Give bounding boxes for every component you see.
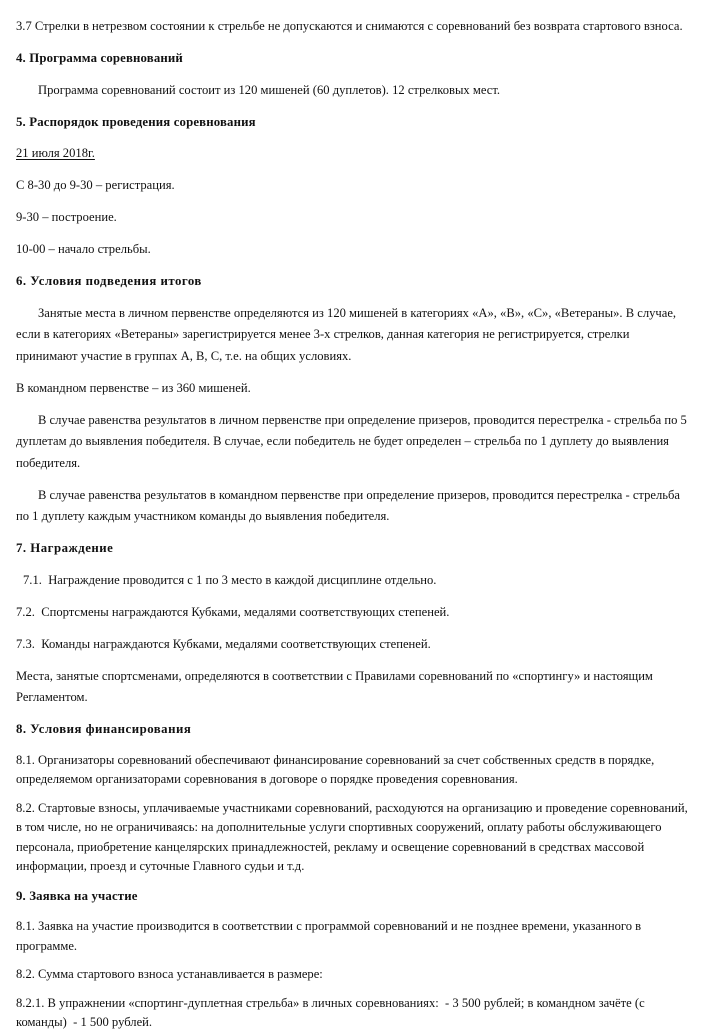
heading-section-7: 7. Награждение	[16, 541, 114, 555]
paragraph-section-5-date	[16, 143, 690, 165]
paragraph-clause-9-8-1: 8.1. Заявка на участие производится в соответствии с программой соревнований и не позднее времени, указанного в программе.	[16, 919, 642, 953]
paragraph-spacer	[16, 790, 690, 799]
paragraph-section-6-p4: В случае равенства результатов в командном первенстве при определение призеров, проводится перестрелка - стрельба по 1 дуплету каждым участником команды до выявления победителя.	[16, 487, 680, 523]
paragraph-section-6-p3: В случае равенства результатов в личном первенстве при определение призеров, проводится перестрелка - стрельба по 5 дуплетам до выявления победителя. В случае, если победитель не будет определен – стрельба по 1 дуплету до выявления победителя.	[16, 412, 687, 470]
paragraph-clause-9-8-2-1: 8.2.1. В упражнении «спортинг-дуплетная стрельба» в личных соревнованиях: - 3 500 рублей; в командном зачёте (с команды) - 1 500 рублей.	[16, 995, 648, 1029]
paragraph-spacer	[16, 985, 690, 994]
paragraph-schedule-registration: С 8-30 до 9-30 – регистрация.	[16, 178, 175, 192]
heading-section-8: 8. Условия финансирования	[16, 722, 192, 736]
paragraph-spacer	[16, 877, 690, 886]
paragraph-spacer	[16, 956, 690, 965]
paragraph-section-6-p1: Занятые места в личном первенстве определяются из 120 мишеней в категориях «А», «В», «С», «Ветераны». В случае, если в категориях «Ветераны» зарегистрируется менее 3-х стрелков, данная категория не регистрируется, стрелки принимают участие в группах А, В, С, т.е. на общих условиях.	[16, 305, 677, 363]
paragraph-clause-8-1: 8.1. Организаторы соревнований обеспечивают финансирование соревнований за счет собственных средств в порядке, определяемом организаторами соревнования в договоре о порядке проведения соревнования.	[16, 752, 655, 786]
paragraph-clause-7-3: 7.3. Команды награждаются Кубками, медалями соответствующих степеней.	[16, 636, 431, 651]
heading-section-5: 5. Распорядок проведения соревнования	[16, 114, 256, 129]
document-body	[16, 16, 690, 1033]
heading-section-9: 9. Заявка на участие	[16, 888, 138, 903]
paragraph-schedule-start: 10-00 – начало стрельбы.	[16, 242, 151, 256]
paragraph-section-4-body: Программа соревнований состоит из 120 мишеней (60 дуплетов). 12 стрелковых мест.	[38, 82, 501, 97]
paragraph-section-7-closing: Места, занятые спортсменами, определяются в соответствии с Правилами соревнований по «спортингу» и настоящим Регламентом.	[16, 668, 653, 704]
paragraph-clause-3-7: 3.7 Стрелки в нетрезвом состоянии к стрельбе не допускаются и снимаются с соревнований без возврата стартового взноса.	[16, 19, 683, 33]
date-underlined-text: 21 июля 2018г.	[16, 146, 95, 160]
paragraph-clause-7-2: 7.2. Спортсмены награждаются Кубками, медалями соответствующих степеней.	[16, 604, 450, 619]
heading-section-4: 4. Программа соревнований	[16, 51, 183, 65]
paragraph-clause-7-1: 7.1. Награждение проводится с 1 по 3 место в каждой дисциплине отдельно.	[23, 572, 437, 587]
paragraph-clause-9-8-2: 8.2. Сумма стартового взноса устанавливается в размере:	[16, 967, 323, 981]
paragraph-schedule-formation: 9-30 – построение.	[16, 210, 117, 224]
heading-section-6: 6. Условия подведения итогов	[16, 274, 202, 288]
paragraph-section-6-p2: В командном первенстве – из 360 мишеней.	[16, 380, 251, 395]
paragraph-clause-8-2: 8.2. Стартовые взносы, уплачиваемые участниками соревнований, расходуются на организацию и проведение соревнований, в том числе, но не ограничиваясь: на дополнительные услуги спортивных сооружений, оплату работы обслуживающего персонала, приобретение канцелярских принадлежностей, рекламу и освещение соревнований в средствах массовой информации, проезд и суточные Главного судьи и т.д.	[16, 800, 688, 873]
